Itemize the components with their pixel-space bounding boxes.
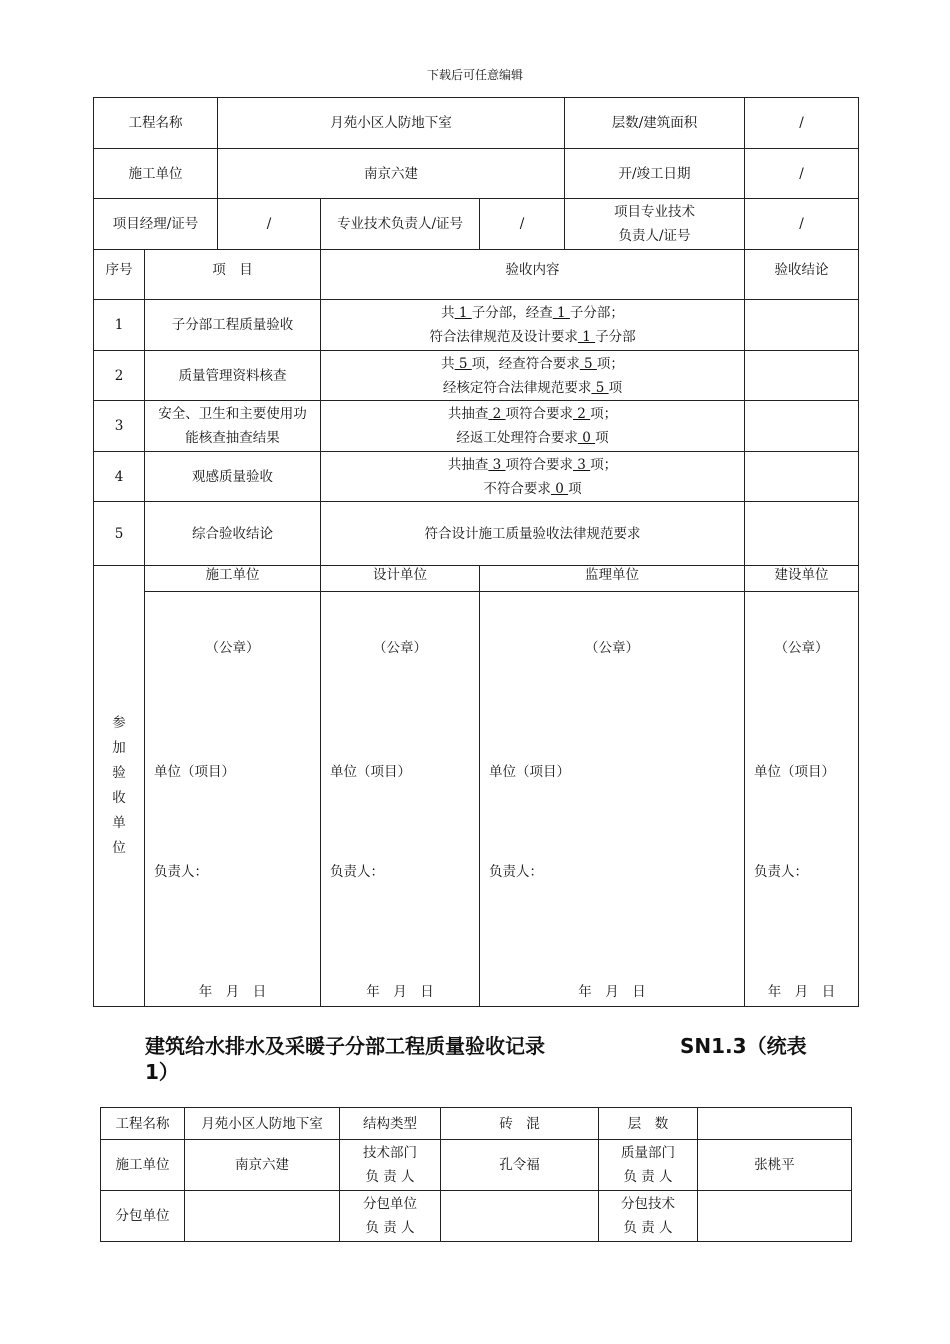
- structure-type-label: 结构类型: [340, 1108, 441, 1140]
- project-name-label: 工程名称: [101, 1108, 185, 1140]
- col-no-header: 序号: [94, 250, 145, 300]
- row-result: [745, 351, 859, 401]
- contractor-value: 南京六建: [185, 1140, 340, 1191]
- col-result-header: 验收结论: [745, 250, 859, 300]
- signature-cell: [145, 592, 321, 1007]
- project-name-label: 工程名称: [94, 98, 218, 149]
- row-no: 2: [94, 351, 145, 401]
- responsible-label: 负责人：: [754, 864, 809, 880]
- row-content: 共 5 项，经查符合要求 5 项； 经核定符合法律规范要求 5 项: [321, 351, 745, 401]
- date-label: 年 月 日: [578, 984, 646, 1000]
- row-item: 综合验收结论: [145, 502, 321, 566]
- col-item-header: 项 目: [145, 250, 321, 300]
- seal-label: （公章）: [205, 640, 260, 656]
- section-title: 建筑给水排水及采暖子分部工程质量验收记录 SN1.3（统表 1）: [145, 1033, 825, 1085]
- signature-cell: [321, 592, 480, 1007]
- row-content: 共 1 子分部，经查 1 子分部； 符合法律规范及设计要求 1 子分部: [321, 300, 745, 351]
- row-item: 安全、卫生和主要使用功 能核查抽查结果: [145, 401, 321, 452]
- contractor-label: 施工单位: [101, 1140, 185, 1191]
- table-row: [94, 351, 859, 401]
- row-no: 5: [94, 502, 145, 566]
- col-content-header: 验收内容: [321, 250, 745, 300]
- signature-cell: [480, 592, 745, 1007]
- floors-area-label: 层数/建筑面积: [565, 98, 745, 149]
- form-code: SN1.3（统表: [680, 1034, 807, 1058]
- acceptance-table: [93, 97, 859, 1007]
- quality-dept-label: 质量部门 负 责 人: [599, 1140, 698, 1191]
- date-label: 年 月 日: [198, 984, 267, 1000]
- sub-tech-lead-label: 分包技术 负 责 人: [599, 1191, 698, 1242]
- subcontractor-label: 分包单位: [101, 1191, 185, 1242]
- row-result: [745, 502, 859, 566]
- table-row: [94, 502, 859, 566]
- row-no: 1: [94, 300, 145, 351]
- row-content: 符合设计施工质量验收法律规范要求: [321, 502, 745, 566]
- participants-side-label: 参 加 验 收 单 位: [94, 566, 145, 1007]
- row-item: 子分部工程质量验收: [145, 300, 321, 351]
- row-result: [745, 452, 859, 502]
- row-item: 质量管理资料核查: [145, 351, 321, 401]
- pro-tech-lead-label: 项目专业技术 负责人/证号: [565, 199, 745, 250]
- unit-label: 单位（项目）: [754, 764, 836, 780]
- date-label: 年 月 日: [767, 984, 836, 1000]
- floor-count-value: [698, 1108, 852, 1140]
- sub-tech-lead-value: [698, 1191, 852, 1242]
- tech-dept-value: 孔令福: [441, 1140, 599, 1191]
- unit-owner-header: 建设单位: [745, 566, 859, 592]
- subdivision-table: [100, 1107, 852, 1242]
- sub-unit-lead-label: 分包单位 负 责 人: [340, 1191, 441, 1242]
- project-name-value: 月苑小区人防地下室: [218, 98, 565, 149]
- unit-supervision-header: 监理单位: [480, 566, 745, 592]
- subcontractor-value: [185, 1191, 340, 1242]
- tech-dept-label: 技术部门 负 责 人: [340, 1140, 441, 1191]
- seal-label: （公章）: [774, 640, 829, 656]
- floors-area-value: /: [745, 98, 859, 149]
- floor-count-label: 层 数: [599, 1108, 698, 1140]
- row-no: 3: [94, 401, 145, 452]
- unit-label: 单位（项目）: [489, 764, 570, 780]
- unit-contractor-header: 施工单位: [145, 566, 321, 592]
- pro-tech-lead-value: /: [745, 199, 859, 250]
- responsible-label: 负责人：: [489, 864, 543, 880]
- signature-cell: [745, 592, 859, 1007]
- row-item: 观感质量验收: [145, 452, 321, 502]
- dates-label: 开/竣工日期: [565, 149, 745, 199]
- structure-type-value: 砖 混: [441, 1108, 599, 1140]
- unit-label: 单位（项目）: [330, 764, 411, 780]
- quality-dept-value: 张桃平: [698, 1140, 852, 1191]
- seal-label: （公章）: [373, 640, 427, 656]
- row-no: 4: [94, 452, 145, 502]
- page-header: 下载后可任意编辑: [426, 68, 523, 82]
- sub-unit-lead-value: [441, 1191, 599, 1242]
- tech-lead-label: 专业技术负责人/证号: [321, 199, 480, 250]
- unit-design-header: 设计单位: [321, 566, 480, 592]
- project-name-value: 月苑小区人防地下室: [185, 1108, 340, 1140]
- unit-label: 单位（项目）: [154, 764, 235, 780]
- responsible-label: 负责人：: [330, 864, 384, 880]
- row-result: [745, 401, 859, 452]
- dates-value: /: [745, 149, 859, 199]
- row-content: 共抽查 2 项符合要求 2 项； 经返工处理符合要求 0 项: [321, 401, 745, 452]
- date-label: 年 月 日: [366, 984, 434, 1000]
- row-result: [745, 300, 859, 351]
- tech-lead-value: /: [480, 199, 565, 250]
- contractor-label: 施工单位: [94, 149, 218, 199]
- seal-label: （公章）: [585, 640, 639, 656]
- table-row: [94, 452, 859, 502]
- manager-label: 项目经理/证号: [94, 199, 218, 250]
- manager-value: /: [218, 199, 321, 250]
- responsible-label: 负责人：: [154, 864, 208, 880]
- form-code-tail: 1）: [145, 1060, 179, 1084]
- row-content: 共抽查 3 项符合要求 3 项； 不符合要求 0 项: [321, 452, 745, 502]
- contractor-value: 南京六建: [218, 149, 565, 199]
- table-row: [94, 401, 859, 452]
- table-row: [94, 300, 859, 351]
